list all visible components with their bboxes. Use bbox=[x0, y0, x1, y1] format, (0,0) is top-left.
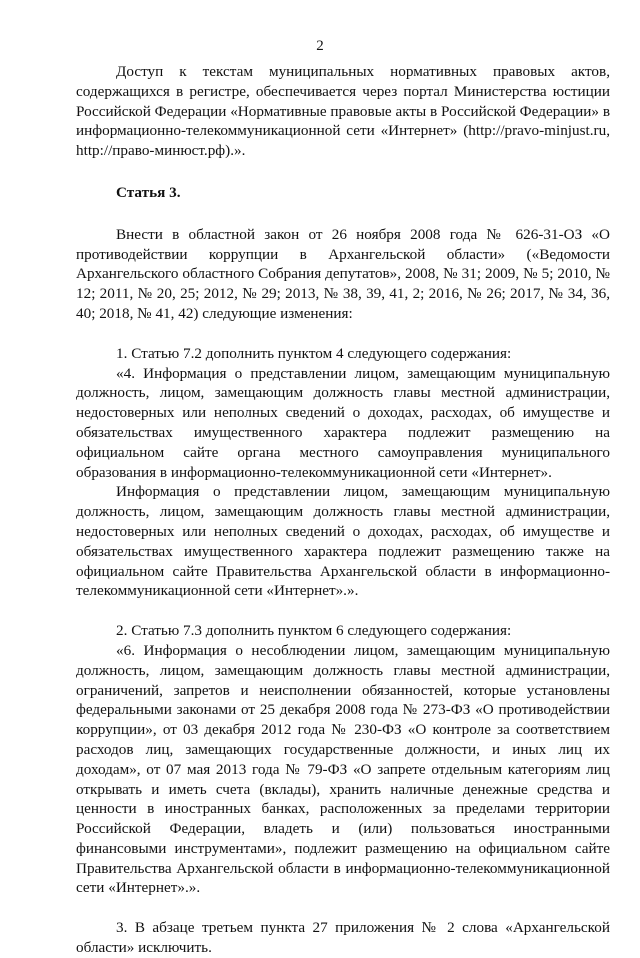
paragraph-item-3: 3. В абзаце третьем пункта 27 приложения № 2 слова «Архангельской области» исключить. bbox=[76, 919, 610, 957]
page-number: 2 bbox=[316, 38, 324, 54]
paragraph-item-2-point-6: «6. Информация о несоблюдении лицом, замещающим муниципальную должность, лицом, замещающим должность главы местной администрации, ограничений, запретов и неисполнении обязанностей, которые установлены федеральными законами от 25 декабря 2008 года № 273-ФЗ «О противодействии коррупции», от 03 декабря 2012 года № 230-ФЗ «О контроле за соответствием расходов лиц, замещающих государственные должности, и иных лиц их доходам», от 07 мая 2013 года № 79-ФЗ «О запрете отдельным категориям лиц открывать и иметь счета (вклады), хранить наличные денежные средства и ценности в иностранных банках, расположенных за пределами территории Российской Федерации, владеть и (или) пользоваться иностранными финансовыми инструментами», подлежит размещению на официальном сайте Правительства Архангельской области в информационно-телекоммуникационной сети «Интернет».». bbox=[76, 641, 610, 897]
paragraph-item-1-point-4-cont: Информация о представлении лицом, замещающим муниципальную должность, лицом, замещающим должность главы местной администрации, недостоверных или неполных сведений о доходах, расходах, об имуществе и обязательствах имущественного характера подлежит размещению также на официальном сайте Правительства Архангельской области в информационно-телекоммуникационной сети «Интернет».». bbox=[76, 483, 610, 600]
paragraph-item-1: 1. Статью 7.2 дополнить пунктом 4 следующего содержания: bbox=[116, 344, 512, 362]
paragraph-item-2: 2. Статью 7.3 дополнить пунктом 6 следующего содержания: bbox=[116, 622, 512, 640]
paragraph-item-1-point-4: «4. Информация о представлении лицом, замещающим муниципальную должность, лицом, замещающим должность главы местной администрации, недостоверных или неполных сведений о доходах, расходах, об имуществе и обязательствах имущественного характера подлежит размещению на официальном сайте органа местного самоуправления муниципального образования в информационно-телекоммуникационной сети «Интернет». bbox=[76, 364, 610, 481]
document-body bbox=[76, 62, 610, 958]
paragraph-portal-access: Доступ к текстам муниципальных нормативных правовых актов, содержащихся в регистре, обеспечивается через портал Министерства юстиции Российской Федерации «Нормативные правовые акты в Российской Федерации» в информационно-телекоммуникационной сети «Интернет» (http://pravo-minjust.ru, http://право-минюст.рф).». bbox=[76, 63, 610, 160]
paragraph-amendment-intro: Внести в областной закон от 26 ноября 2008 года № 626-31-ОЗ «О противодействии коррупции в Архангельской области» («Ведомости Архангельского областного Собрания депутатов», 2008, № 31; 2009, № 5; 2010, № 12; 2011, № 20, 25; 2012, № 29; 2013, № 38, 39, 41, 2; 2016, № 26; 2017, № 34, 36, 40; 2018, № 41, 42) следующие изменения: bbox=[76, 225, 610, 322]
article-heading: Статья 3. bbox=[116, 183, 181, 201]
